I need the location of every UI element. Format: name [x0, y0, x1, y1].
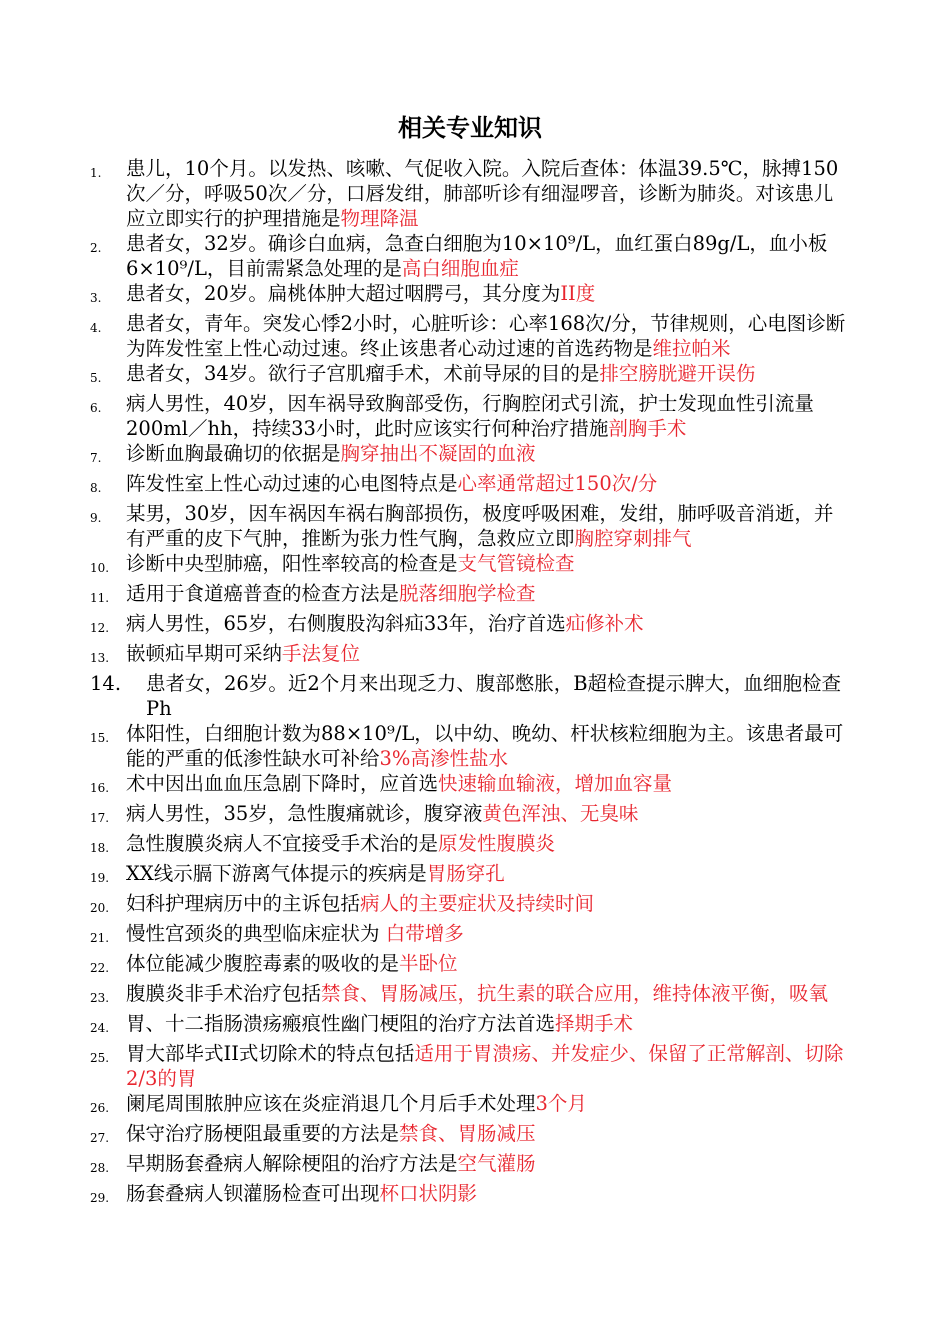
item-number: 24.	[90, 1021, 110, 1035]
item-text	[126, 801, 850, 831]
item-text	[126, 471, 850, 501]
list-item	[90, 611, 850, 641]
question-list	[90, 156, 850, 1211]
list-item	[90, 801, 850, 831]
list-item	[90, 551, 850, 581]
list-item	[90, 1041, 850, 1091]
item-number: 19.	[90, 871, 110, 885]
question-text: 患者女，26岁。近2个月来出现乏力、腹部憋胀，B超检查提示脾大，血细胞检查Ph	[146, 672, 842, 720]
list-item	[90, 721, 850, 771]
answer-text: 白带增多	[385, 922, 464, 945]
answer-text: 胃肠穿孔	[426, 862, 505, 885]
list-item	[90, 231, 850, 281]
answer-text: II度	[560, 282, 596, 305]
item-text	[126, 361, 850, 391]
answer-text: 病人的主要症状及持续时间	[360, 892, 595, 915]
item-number: 6.	[90, 401, 102, 415]
item-number: 3.	[90, 291, 102, 305]
item-number: 9.	[90, 511, 102, 525]
question-text: 病人男性，65岁，右侧腹股沟斜疝33年，治疗首选	[126, 612, 566, 635]
item-number: 10.	[90, 561, 110, 575]
item-number: 12.	[90, 621, 110, 635]
list-item	[90, 361, 850, 391]
answer-text: 剖胸手术	[608, 417, 687, 440]
question-text: 妇科护理病历中的主诉包括	[126, 892, 361, 915]
list-item	[90, 771, 850, 801]
answer-text: 黄色浑浊、无臭味	[482, 802, 639, 825]
item-number: 25.	[90, 1051, 110, 1065]
answer-text: 杯口状阴影	[379, 1182, 478, 1205]
list-item	[90, 441, 850, 471]
item-text	[126, 1121, 850, 1151]
answer-text: 疝修补术	[565, 612, 644, 635]
list-item	[90, 1091, 850, 1121]
item-text	[126, 641, 850, 671]
item-number: 22.	[90, 961, 110, 975]
answer-text: 原发性腹膜炎	[438, 832, 556, 855]
item-text	[126, 1041, 850, 1091]
item-number: 8.	[90, 481, 102, 495]
answer-text: 禁食、胃肠减压，抗生素的联合应用，维持体液平衡，吸氧	[321, 982, 829, 1005]
item-number: 2.	[90, 241, 102, 255]
item-text	[126, 951, 850, 981]
item-number: 4.	[90, 321, 102, 335]
question-text: 患者女，青年。突发心悸2小时，心脏听诊：心率168次/分，节律规则，心电图诊断为阵发性室上性心动过速。终止该患者心动过速的首选药物是	[126, 312, 846, 360]
item-text	[146, 671, 850, 721]
list-item	[90, 1121, 850, 1151]
question-text: 早期肠套叠病人解除梗阻的治疗方法是	[126, 1152, 458, 1175]
list-item	[90, 641, 850, 671]
item-text	[126, 1151, 850, 1181]
item-text	[126, 771, 850, 801]
item-text	[126, 1181, 850, 1211]
list-item	[90, 471, 850, 501]
question-text: 急性腹膜炎病人不宜接受手术治的是	[126, 832, 439, 855]
item-text	[126, 391, 850, 441]
item-text	[126, 551, 850, 581]
item-text	[126, 921, 850, 951]
item-number: 28.	[90, 1161, 110, 1175]
item-number: 17.	[90, 811, 110, 825]
question-text: 患者女，20岁。扁桃体肿大超过咽腭弓，其分度为	[126, 282, 561, 305]
list-item	[90, 156, 850, 231]
item-text	[126, 501, 850, 551]
item-number: 13.	[90, 651, 110, 665]
question-text: 嵌顿疝早期可采纳	[126, 642, 283, 665]
list-item	[90, 981, 850, 1011]
answer-text: 适用于胃溃疡、并发症少、保留了正常解剖、切除2/3的胃	[126, 1042, 844, 1090]
item-text	[126, 311, 850, 361]
question-text: 适用于食道癌普查的检查方法是	[126, 582, 400, 605]
answer-text: 脱落细胞学检查	[399, 582, 536, 605]
question-text: 胃大部毕式II式切除术的特点包括	[126, 1042, 415, 1065]
question-text: 诊断中央型肺癌，阳性率较高的检查是	[126, 552, 458, 575]
item-number: 15.	[90, 731, 110, 745]
question-text: 体位能减少腹腔毒素的吸收的是	[126, 952, 400, 975]
list-item	[90, 1151, 850, 1181]
answer-text: 快速输血输液，增加血容量	[438, 772, 673, 795]
item-number: 11.	[90, 591, 110, 605]
question-text: 慢性宫颈炎的典型临床症状为	[126, 922, 386, 945]
item-number: 20.	[90, 901, 110, 915]
answer-text: 维拉帕米	[652, 337, 731, 360]
answer-text: 排空膀胱避开误伤	[599, 362, 756, 385]
answer-text: 手法复位	[282, 642, 361, 665]
list-item	[90, 921, 850, 951]
item-number: 18.	[90, 841, 110, 855]
item-text	[126, 861, 850, 891]
answer-text: 高白细胞血症	[401, 257, 519, 280]
question-text: 某男，30岁，因车祸因车祸右胸部损伤，极度呼吸困难，发绀，肺呼吸音消逝，并有严重的皮下气肿，推断为张力性气胸，急救应立即	[126, 502, 834, 550]
item-number: 29.	[90, 1191, 110, 1205]
list-item	[90, 861, 850, 891]
list-item	[90, 1011, 850, 1041]
answer-text: 3个月	[535, 1092, 587, 1115]
question-text: 病人男性，40岁，因车祸导致胸部受伤，行胸腔闭式引流，护士发现血性引流量200ml／hh，持续33小时，此时应该实行何种治疗措施	[126, 392, 814, 440]
item-number: 16.	[90, 781, 110, 795]
question-text: 保守治疗肠梗阻最重要的方法是	[126, 1122, 400, 1145]
list-item	[90, 951, 850, 981]
item-text	[126, 281, 850, 311]
item-number: 21.	[90, 931, 110, 945]
item-text	[126, 891, 850, 921]
item-number: 26.	[90, 1101, 110, 1115]
item-text	[126, 441, 850, 471]
item-number: 14.	[90, 672, 122, 695]
list-item	[90, 581, 850, 611]
question-text: 腹膜炎非手术治疗包括	[126, 982, 322, 1005]
answer-text: 择期手术	[555, 1012, 634, 1035]
question-text: 病人男性，35岁，急性腹痛就诊，腹穿液	[126, 802, 483, 825]
question-text: 诊断血胸最确切的依据是	[126, 442, 341, 465]
answer-text: 物理降温	[340, 207, 419, 230]
question-text: 阑尾周围脓肿应该在炎症消退几个月后手术处理	[126, 1092, 536, 1115]
list-item	[90, 1181, 850, 1211]
item-text	[126, 831, 850, 861]
list-item	[90, 671, 850, 721]
answer-text: 3%高渗性盐水	[379, 747, 508, 770]
item-text	[126, 1091, 850, 1121]
item-text	[126, 721, 850, 771]
answer-text: 禁食、胃肠减压	[399, 1122, 536, 1145]
question-text: 患者女，34岁。欲行子宫肌瘤手术，术前导尿的目的是	[126, 362, 600, 385]
item-number: 1.	[90, 166, 102, 180]
item-number: 23.	[90, 991, 110, 1005]
question-text: 患者女，32岁。确诊白血病，急查白细胞为10×10⁹/L，血红蛋白89g/L，血小板6×10⁹/L，目前需紧急处理的是	[126, 232, 828, 280]
question-text: XX线示膈下游离气体提示的疾病是	[126, 862, 427, 885]
item-text	[126, 611, 850, 641]
list-item	[90, 281, 850, 311]
question-text: 术中因出血血压急剧下降时，应首选	[126, 772, 439, 795]
list-item	[90, 891, 850, 921]
answer-text: 空气灌肠	[457, 1152, 536, 1175]
item-number: 7.	[90, 451, 102, 465]
answer-text: 半卧位	[399, 952, 458, 975]
item-text	[126, 1011, 850, 1041]
page-title: 相关专业知识	[398, 114, 542, 142]
item-text	[126, 981, 850, 1011]
answer-text: 胸穿抽出不凝固的血液	[340, 442, 536, 465]
question-text: 体阳性，白细胞计数为88×10⁹/L，以中幼、晚幼、杆状核粒细胞为主。该患者最可能的严重的低渗性缺水可补给	[126, 722, 844, 770]
item-text	[126, 231, 850, 281]
item-text	[126, 156, 850, 231]
list-item	[90, 831, 850, 861]
item-number: 27.	[90, 1131, 110, 1145]
answer-text: 心率通常超过150次/分	[457, 472, 658, 495]
question-text: 阵发性室上性心动过速的心电图特点是	[126, 472, 458, 495]
question-text: 肠套叠病人钡灌肠检查可出现	[126, 1182, 380, 1205]
answer-text: 支气管镜检查	[457, 552, 575, 575]
list-item	[90, 391, 850, 441]
item-number: 5.	[90, 371, 102, 385]
question-text: 患儿，10个月。以发热、咳嗽、气促收入院。入院后查体：体温39.5℃，脉搏150次／分，呼吸50次／分，口唇发绀，肺部听诊有细湿啰音，诊断为肺炎。对该患儿应立即实行的护理措施是	[126, 157, 839, 230]
question-text: 胃、十二指肠溃疡瘢痕性幽门梗阻的治疗方法首选	[126, 1012, 556, 1035]
answer-text: 胸腔穿刺排气	[574, 527, 692, 550]
item-text	[126, 581, 850, 611]
list-item	[90, 311, 850, 361]
list-item	[90, 501, 850, 551]
